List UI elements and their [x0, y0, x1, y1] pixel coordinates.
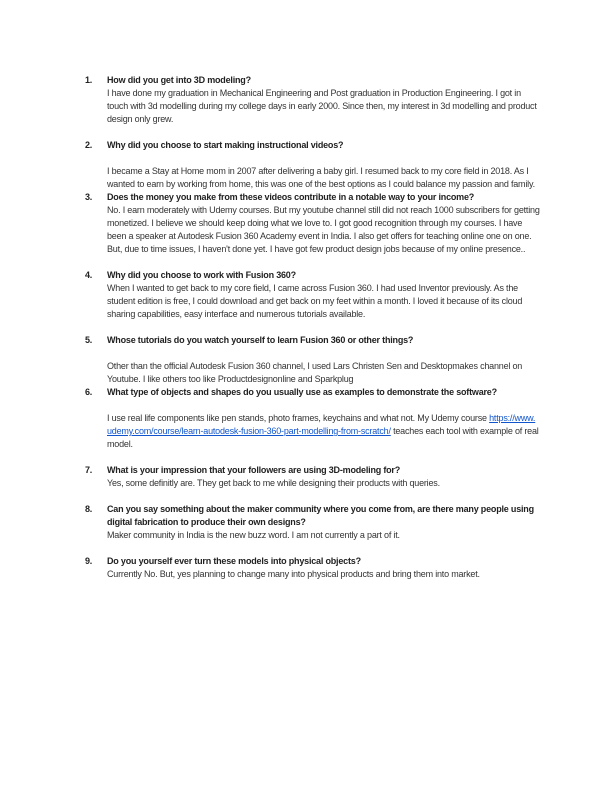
question-text: Why did you choose to start making instructional videos?	[107, 140, 344, 150]
question-text: Do you yourself ever turn these models into physical objects?	[107, 556, 361, 566]
answer-text: Maker community in India is the new buzz word. I am not currently a part of it.	[107, 530, 400, 540]
qa-body	[107, 503, 540, 542]
qa-body	[107, 386, 540, 451]
answer-text	[107, 412, 540, 451]
udemy-course-link[interactable]: https://www.udemy.com/course/learn-autodesk-fusion-360-part-modelling-from-scratch/	[107, 413, 536, 436]
question-number: 2.	[85, 140, 93, 150]
qa-item	[85, 139, 540, 191]
answer-text: Other than the official Autodesk Fusion 360 channel, I used Lars Christen Sen and Desktopmakes channel on Youtube. I like others too like Productdesignonline and Sparkplug	[107, 361, 523, 384]
question-number: 5.	[85, 335, 93, 345]
answer-text: When I wanted to get back to my core field, I came across Fusion 360. I had used Inventor previously. As the student edition is free, I could download and get back on my feet within a month. I loved it because of its cloud sharing capabilities, easy interface and numerous tutorials available.	[107, 283, 523, 319]
qa-body	[107, 555, 540, 581]
answer-text: I became a Stay at Home mom in 2007 after delivering a baby girl. I resumed back to my core field in 2018. As I wanted to earn by working from home, this was one of the best options as I could balance my passion and family.	[107, 166, 535, 189]
qa-item	[85, 464, 540, 490]
qa-body	[107, 269, 540, 321]
qa-item	[85, 386, 540, 451]
question-number: 6.	[85, 387, 93, 397]
answer-text: Yes, some definitly are. They get back to me while designing their products with queries.	[107, 478, 440, 488]
qa-body	[107, 464, 540, 490]
question-text: Whose tutorials do you watch yourself to learn Fusion 360 or other things?	[107, 335, 414, 345]
answer-text: No. I earn moderately with Udemy courses. But my youtube channel still did not reach 1000 subscribers for getting monetized. I believe we should keep doing what we love to. I got good recognition through my courses. I have been a speaker at Autodesk Fusion 360 Academy event in India. I also get offers for teaching online one on one. But, due to time issues, I haven't done yet. I have got few product design jobs because of my online presence..	[107, 205, 540, 254]
question-number: 9.	[85, 556, 93, 566]
question-number: 8.	[85, 504, 93, 514]
answer-text-after-link: teaches each tool with example of real model.	[107, 426, 539, 449]
question-text: What is your impression that your followers are using 3D-modeling for?	[107, 465, 401, 475]
qa-body	[107, 139, 540, 191]
qa-item	[85, 191, 540, 256]
qa-body	[107, 334, 540, 386]
question-number: 7.	[85, 465, 93, 475]
qa-item	[85, 503, 540, 542]
question-number: 3.	[85, 192, 93, 202]
question-number: 4.	[85, 270, 93, 280]
qa-body	[107, 191, 540, 256]
qa-item	[85, 74, 540, 126]
qa-body	[107, 74, 540, 126]
answer-text: I have done my graduation in Mechanical Engineering and Post graduation in Production Engineering. I got in touch with 3d modelling during my college days in early 2000. Since then, my interest in 3d modelling and product design only grew.	[107, 88, 537, 124]
question-text: What type of objects and shapes do you usually use as examples to demonstrate the software?	[107, 387, 497, 397]
question-text: Can you say something about the maker community where you come from, are there many people using digital fabrication to produce their own designs?	[107, 504, 534, 527]
qa-item	[85, 334, 540, 386]
qa-item	[85, 269, 540, 321]
question-text: Does the money you make from these videos contribute in a notable way to your income?	[107, 192, 475, 202]
question-text: How did you get into 3D modeling?	[107, 75, 251, 85]
question-text: Why did you choose to work with Fusion 360?	[107, 270, 296, 280]
answer-text-before-link: I use real life components like pen stands, photo frames, keychains and what not. My Udemy course	[107, 413, 490, 423]
question-number: 1.	[85, 75, 93, 85]
qa-item	[85, 555, 540, 581]
answer-text: Currently No. But, yes planning to change many into physical products and bring them into market.	[107, 569, 480, 579]
